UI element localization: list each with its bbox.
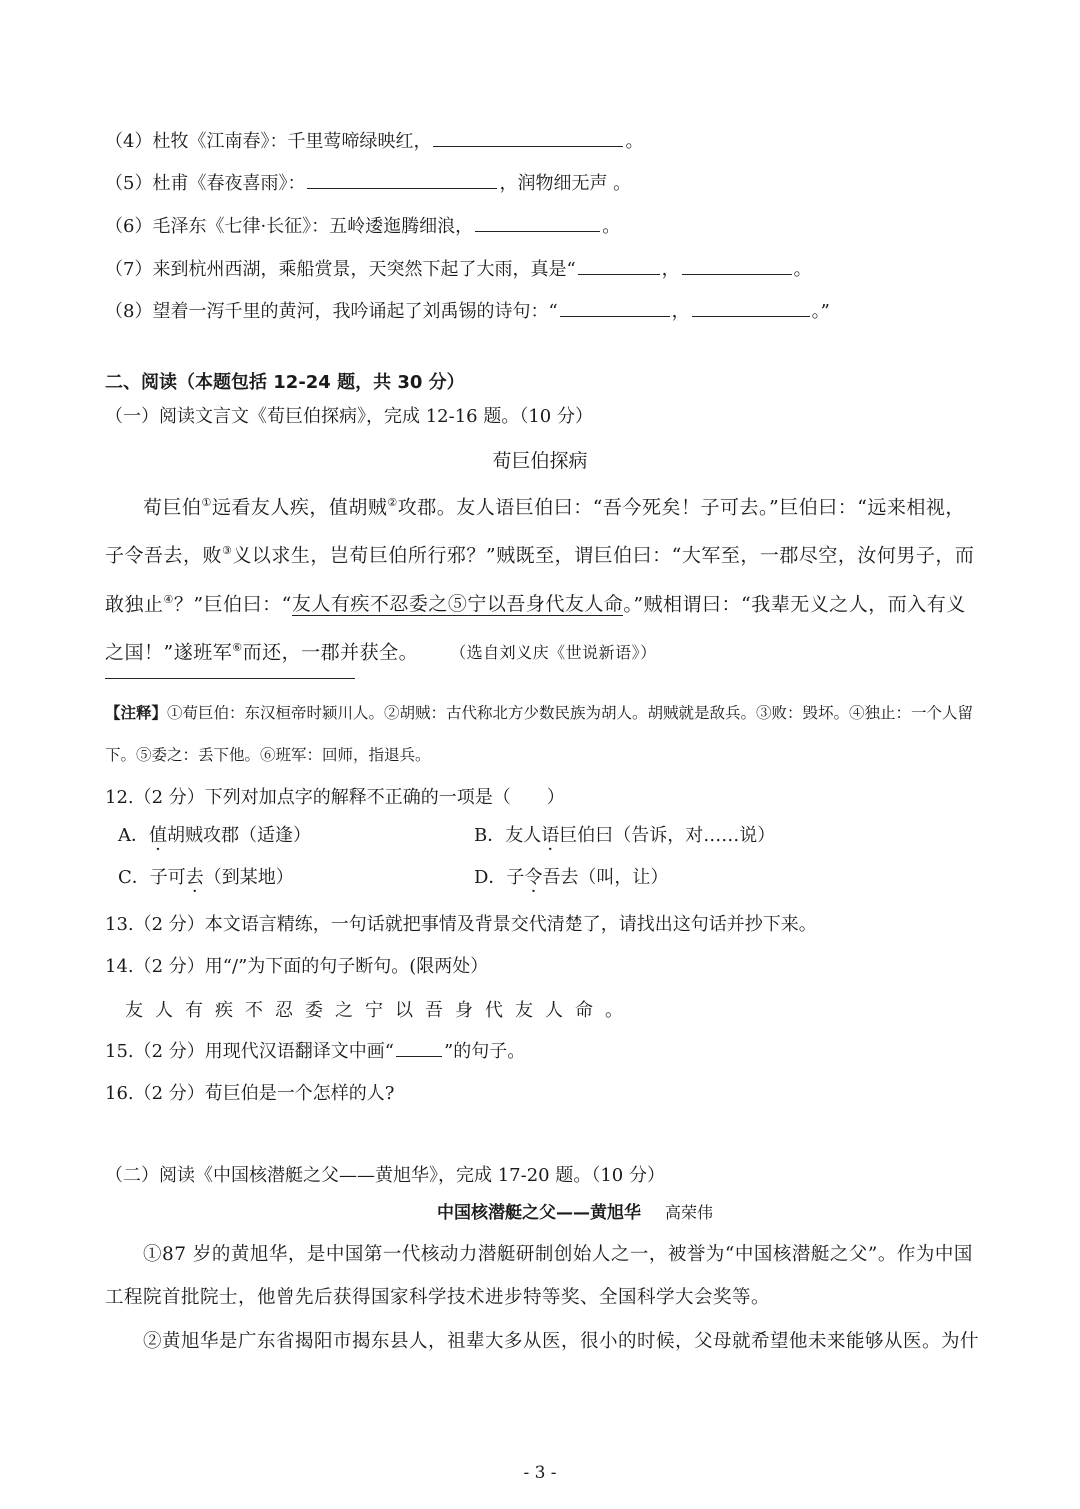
note-ref: ④ [163,592,174,606]
q15-text: ”的句子。 [444,1041,526,1062]
poem-line-8 [105,298,830,325]
poem-line-5 [105,170,631,197]
option-c[interactable] [118,863,294,889]
option-label: A． [118,825,149,846]
poem-num: （7） [105,259,153,280]
answer-blank[interactable] [578,256,660,275]
poem-text: 来到杭州西湖，乘船赏景，天突然下起了大雨，真是“ [152,259,576,280]
poem-text: 杜甫《春夜喜雨》： [152,173,306,194]
passage-text: 义以求生，岂荀巨伯所行邪？”贼既至，谓巨伯曰：“大军至，一郡尽空，汝何男子，而敢独止 [105,544,975,615]
poem-tail: 。 [793,259,812,280]
passage-source: （选自刘义庆《世说新语》） [458,643,657,663]
question-12: 12.（2 分）下列对加点字的解释不正确的一项是（ ） [105,787,565,808]
note-ref: ③ [222,544,233,558]
answer-blank[interactable] [475,213,600,232]
part2-intro: （二）阅读《中国核潜艇之父——黄旭华》，完成 17-20 题。（10 分） [105,1165,665,1186]
option-a[interactable] [118,821,311,847]
option-text: 胡贼攻郡（适逢） [167,825,311,846]
section-heading: 二、阅读（本题包括 12-24 题，共 30 分） [105,372,465,393]
q14-sentence: 友人有疾不忍委之宁以吾身代友人命。 [125,1000,635,1021]
page-number: - 3 - [523,1463,557,1483]
poem-tail: 。 [602,216,621,237]
article-heading [0,1198,1080,1223]
article-author: 高荣伟 [664,1203,713,1222]
dotted-char: 令 [524,867,543,888]
option-text: 吾去（叫，让） [542,867,669,888]
underline-sample [396,1038,442,1057]
poem-num: （4） [105,131,153,152]
notes-text: ①荀巨伯：东汉桓帝时颍川人。②胡贼：古代称北方少数民族为胡人。胡贼就是敌兵。③败：毁坏。④独止：一个人留下。⑤委之：丢下他。⑥班军：回师，指退兵。 [105,704,974,764]
answer-blank[interactable] [307,170,497,189]
part1-intro: （一）阅读文言文《荀巨伯探病》，完成 12-16 题。（10 分） [105,406,593,427]
q15-text: 15.（2 分）用现代汉语翻译文中画“ [105,1041,395,1062]
question-16: 16.（2 分）荀巨伯是一个怎样的人? [105,1083,395,1104]
poem-line-7 [105,256,812,283]
answer-blank[interactable] [560,298,670,317]
footnote-divider [105,678,355,679]
passage-text: 远看友人疾，值胡贼 [211,496,388,519]
article-paragraph-1: ①87 岁的黄旭华，是中国第一代核动力潜艇研制创始人之一，被誉为“中国核潜艇之父”。作为中国工程院首批院士，他曾先后获得国家科学技术进步特等奖、全国科学大会奖等。 [105,1244,973,1308]
classical-passage [105,481,980,674]
answer-blank[interactable] [433,128,623,147]
dotted-char: 语 [541,825,560,846]
option-text: （到某地） [203,867,294,888]
question-14: 14.（2 分）用“/”为下面的句子断句。(限两处） [105,956,489,977]
poem-text: 杜牧《江南春》：千里莺啼绿映红， [152,131,432,152]
answer-blank[interactable] [692,298,810,317]
note-ref: ② [387,496,398,509]
poem-mid: ， [671,301,690,322]
passage-text: 。”贼相谓曰：“我辈无义之人，而入有义之国！”遂班军 [105,592,966,664]
footnotes [105,692,985,776]
option-label: B．友人 [474,825,542,846]
poem-text: 望着一泻千里的黄河，我吟诵起了刘禹锡的诗句：“ [152,301,558,322]
article-title: 中国核潜艇之父——黄旭华 [436,1203,641,1223]
option-b[interactable] [474,821,775,847]
poem-tail: ，润物细无声 。 [499,173,632,194]
question-13: 13.（2 分）本文语言精练，一句话就把事情及背景交代清楚了，请找出这句话并抄下来。 [105,914,817,935]
article-paragraph-2: ②黄旭华是广东省揭阳市揭东县人，祖辈大多从医，很小的时候，父母就希望他未来能够从医。为什 [143,1331,980,1352]
passage-text: ？”巨伯曰：“ [173,592,292,615]
option-label: C．子可 [118,867,186,888]
poem-line-4 [105,128,643,155]
option-label: D．子 [474,867,525,888]
poem-text: 毛泽东《七律·长征》：五岭逶迤腾细浪， [152,216,474,237]
passage-text: 而还，一郡并获全。 [242,641,419,664]
answer-blank[interactable] [682,256,792,275]
option-text: 巨伯曰（告诉，对……说） [559,825,776,846]
classical-title: 荀巨伯探病 [492,450,588,472]
poem-tail: 。 [625,131,644,152]
passage-text: 攻郡。友人语巨伯曰：“吾今死矣！子可去。”巨伯曰：“远来相视，子令吾去，败 [105,496,965,567]
poem-tail: 。” [811,301,830,322]
passage-text: 荀巨伯 [143,496,202,519]
poem-mid: ， [661,259,680,280]
poem-num: （5） [105,173,153,194]
question-15 [105,1038,525,1065]
poem-num: （8） [105,301,153,322]
poem-line-6 [105,213,620,240]
dotted-char: 去 [185,867,204,888]
poem-num: （6） [105,216,153,237]
notes-label: 【注释】 [105,704,168,722]
option-d[interactable] [474,863,668,889]
note-ref: ⑥ [232,640,243,654]
note-ref: ① [201,496,212,509]
underlined-sentence: 友人有疾不忍委之⑤宁以吾身代友人命 [291,592,624,615]
dotted-char: 值 [149,825,167,846]
